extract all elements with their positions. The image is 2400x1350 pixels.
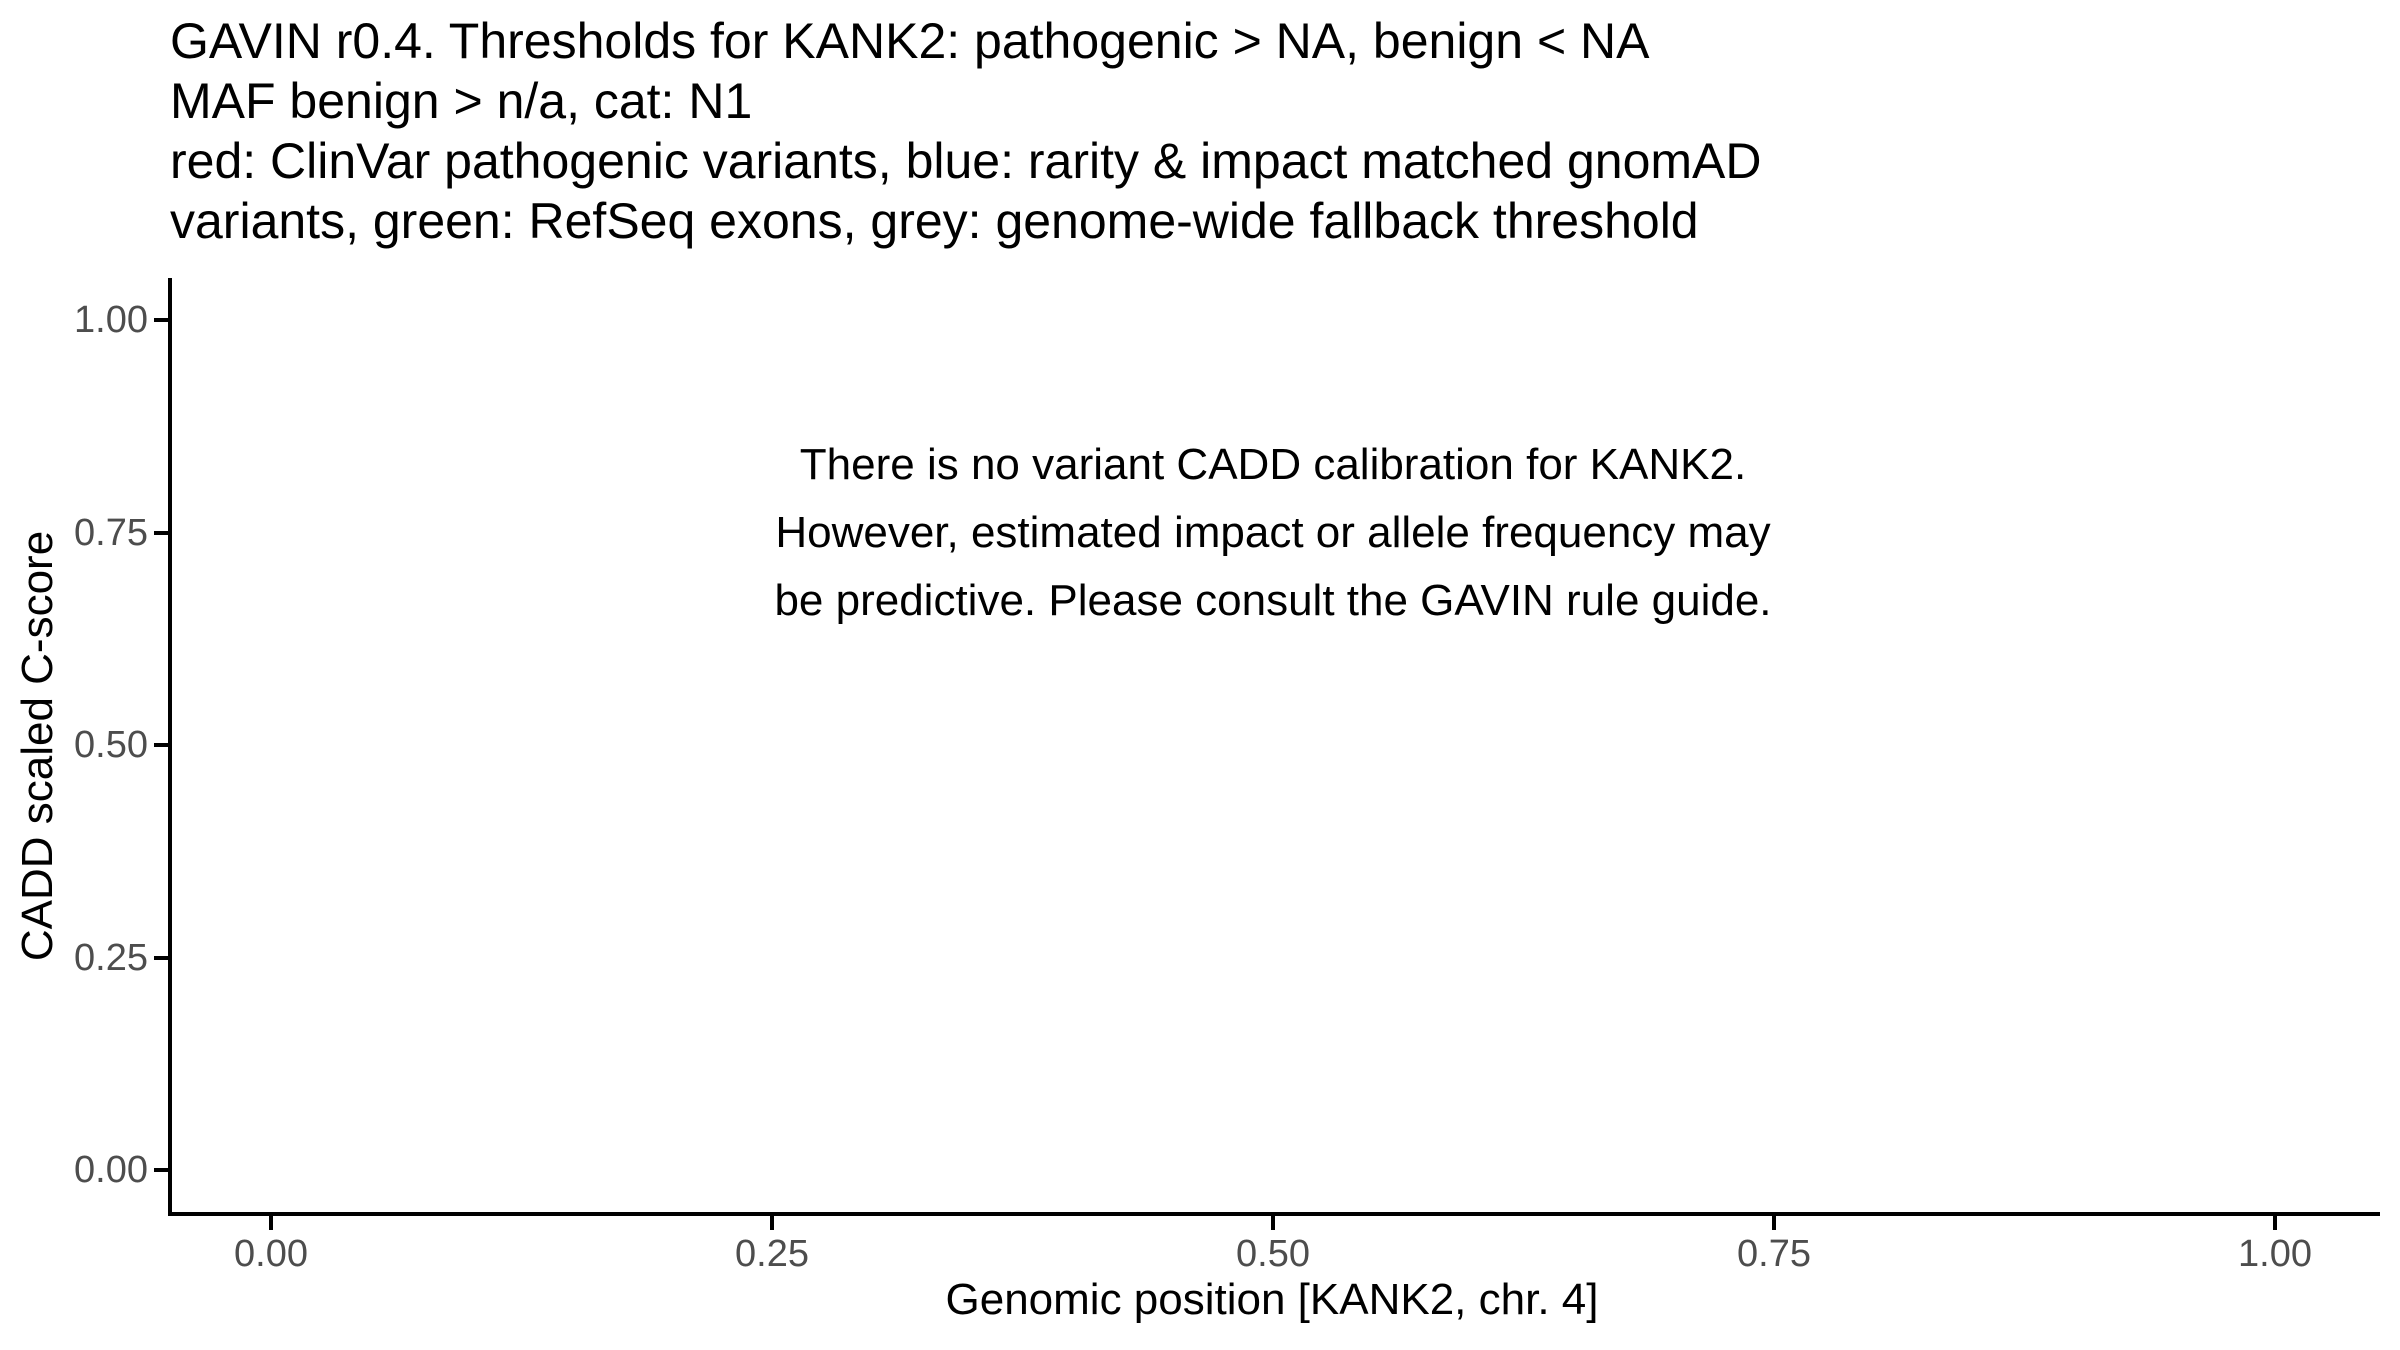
annotation-line-3: be predictive. Please consult the GAVIN rule guide. (774, 576, 1772, 625)
chart-title-line-2: MAF benign > n/a, cat: N1 (170, 73, 753, 129)
x-axis-title: Genomic position [KANK2, chr. 4] (945, 1275, 1599, 1324)
x-tick-mark (269, 1216, 273, 1230)
y-tick-mark (154, 531, 168, 535)
x-tick-mark (1772, 1216, 1776, 1230)
y-tick-mark (154, 318, 168, 322)
plot-panel (168, 278, 2380, 1216)
chart-title-line-3: red: ClinVar pathogenic variants, blue: rarity & impact matched gnomAD (170, 133, 1762, 189)
y-tick-label: 0.00 (74, 1149, 148, 1191)
x-tick-label: 0.75 (1737, 1233, 1811, 1275)
y-tick-label: 0.75 (74, 512, 148, 554)
y-tick-mark (154, 743, 168, 747)
chart-title-line-1: GAVIN r0.4. Thresholds for KANK2: pathogenic > NA, benign < NA (170, 13, 1650, 69)
y-axis-title: CADD scaled C-score (13, 530, 62, 962)
y-tick-mark (154, 1168, 168, 1172)
y-tick-label: 0.25 (74, 937, 148, 979)
annotation-line-1: There is no variant CADD calibration for KANK2. (799, 440, 1747, 489)
y-tick-label: 1.00 (74, 299, 148, 341)
x-tick-label: 1.00 (2238, 1233, 2312, 1275)
x-tick-mark (1271, 1216, 1275, 1230)
x-tick-mark (770, 1216, 774, 1230)
chart-title (170, 11, 2270, 251)
y-tick-label: 0.50 (74, 724, 148, 766)
x-tick-mark (2273, 1216, 2277, 1230)
annotation-line-2: However, estimated impact or allele frequency may (775, 508, 1771, 557)
chart-title-line-4: variants, green: RefSeq exons, grey: genome-wide fallback threshold (170, 193, 1699, 249)
y-tick-mark (154, 956, 168, 960)
annotation-text (673, 431, 1873, 635)
x-tick-label: 0.00 (234, 1233, 308, 1275)
x-tick-label: 0.50 (1236, 1233, 1310, 1275)
x-tick-label: 0.25 (735, 1233, 809, 1275)
